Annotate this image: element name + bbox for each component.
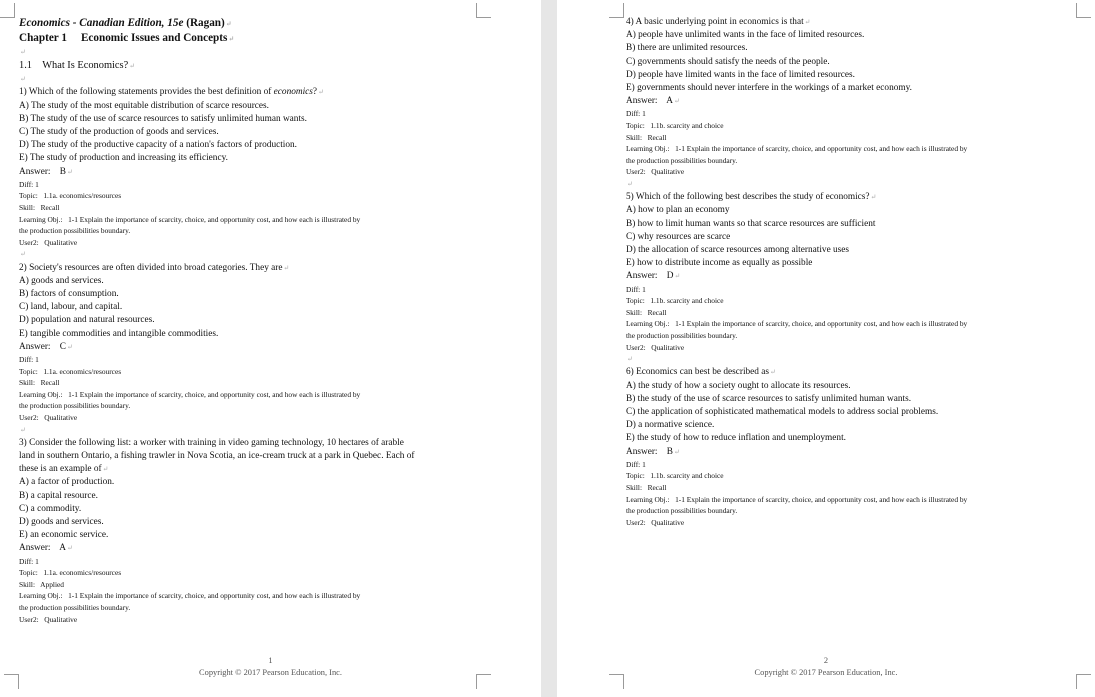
crop-mark: [1076, 3, 1091, 18]
user-field: User2: Qualitative: [626, 517, 685, 527]
crop-mark: [609, 3, 624, 18]
answer-line: Answer: D↵: [626, 271, 681, 282]
user-field: User2: Qualitative: [626, 342, 685, 352]
answer-option: A) the study of how a society ought to allocate its resources.: [626, 380, 851, 391]
answer-option: C) land, labour, and capital.: [19, 302, 123, 313]
difficulty: Diff: 1: [19, 355, 39, 365]
answer-option: D) a normative science.: [626, 420, 715, 431]
skill: Skill: Recall: [626, 307, 667, 317]
question-1: [19, 86, 481, 248]
document-page-1[interactable]: [0, 0, 541, 697]
answer-line: Answer: B↵: [626, 446, 680, 457]
difficulty: Diff: 1: [626, 459, 646, 469]
answer-option: E) how to distribute income as equally as possible: [626, 258, 813, 269]
answer-line: Answer: B↵: [19, 166, 73, 177]
skill: Skill: Recall: [19, 203, 60, 213]
answer-option: D) population and natural resources.: [19, 315, 155, 326]
answer-line: Answer: A↵: [19, 543, 73, 554]
copyright-text: Copyright © 2017 Pearson Education, Inc.: [199, 668, 342, 677]
difficulty: Diff: 1: [19, 179, 39, 189]
section-heading: 1.1 What Is Economics?↵: [19, 60, 136, 72]
answer-option: D) The study of the productive capacity of a nation's factors of production.: [19, 140, 298, 151]
answer-option: D) goods and services.: [19, 517, 104, 527]
question-stem-cont: these is an example of↵: [19, 464, 109, 475]
learning-objective-cont: the production possibilities boundary.: [19, 602, 131, 612]
answer-option: A) goods and services.: [19, 275, 104, 286]
answer-option: E) governments should never interfere in the workings of a market economy.: [626, 83, 912, 94]
answer-option: A) how to plan an economy: [626, 205, 730, 216]
topic: Topic: 1.1b. scarcity and choice: [626, 471, 724, 481]
doc-title: Economics - Canadian Edition, 15e (Ragan)↵: [19, 17, 232, 29]
learning-objective: Learning Obj.: 1-1 Explain the importance of scarcity, choice, and opportunity cost, and how each is illustrated by: [626, 494, 968, 504]
answer-option: A) people have unlimited wants in the face of limited resources.: [626, 30, 865, 41]
learning-objective-cont: the production possibilities boundary.: [626, 506, 738, 516]
answer-option: A) a factor of production.: [19, 477, 115, 488]
empty-paragraph: ↵: [20, 75, 26, 84]
difficulty: Diff: 1: [19, 556, 39, 566]
learning-objective: Learning Obj.: 1-1 Explain the importance of scarcity, choice, and opportunity cost, and how each is illustrated by: [19, 591, 361, 601]
answer-option: E) tangible commodities and intangible commodities.: [19, 328, 219, 339]
answer-option: C) The study of the production of goods and services.: [19, 127, 219, 138]
question-stem: 3) Consider the following list: a worker with training in video gaming technology, 10 hectares of arable: [19, 437, 404, 448]
answer-option: A) The study of the most equitable distribution of scarce resources.: [19, 100, 270, 111]
question-stem: 4) A basic underlying point in economics is that↵: [626, 17, 811, 27]
answer-option: E) the study of how to reduce inflation and unemployment.: [626, 433, 846, 444]
answer-option: B) how to limit human wants so that scarce resources are sufficient: [626, 218, 876, 229]
topic: Topic: 1.1b. scarcity and choice: [626, 296, 724, 306]
skill: Skill: Recall: [626, 132, 667, 142]
difficulty: Diff: 1: [626, 109, 646, 119]
answer-option: C) governments should satisfy the needs of the people.: [626, 56, 830, 67]
question-4: [626, 16, 1076, 178]
answer-option: C) why resources are scarce: [626, 231, 731, 242]
empty-paragraph: ↵: [627, 355, 633, 364]
question-stem: 5) Which of the following best describes the study of economics?↵: [626, 192, 877, 203]
topic: Topic: 1.1a. economics/resources: [19, 191, 122, 201]
skill: Skill: Recall: [19, 378, 60, 388]
topic: Topic: 1.1b. scarcity and choice: [626, 121, 724, 131]
question-stem: 6) Economics can best be described as↵: [626, 367, 776, 378]
answer-line: Answer: C↵: [19, 341, 73, 352]
user-field: User2: Qualitative: [19, 614, 78, 624]
page-number: 1: [268, 656, 273, 665]
answer-option: B) the study of the use of scarce resources to satisfy unlimited human wants.: [626, 393, 912, 404]
topic: Topic: 1.1a. economics/resources: [19, 568, 122, 578]
learning-objective-cont: the production possibilities boundary.: [626, 155, 738, 165]
answer-option: B) factors of consumption.: [19, 289, 119, 299]
empty-paragraph: ↵: [627, 179, 633, 188]
user-field: User2: Qualitative: [626, 167, 685, 177]
learning-objective: Learning Obj.: 1-1 Explain the importance of scarcity, choice, and opportunity cost, and how each is illustrated by: [626, 144, 968, 154]
empty-paragraph: ↵: [20, 48, 26, 56]
answer-option: E) The study of production and increasing its efficiency.: [19, 153, 228, 164]
learning-objective: Learning Obj.: 1-1 Explain the importance of scarcity, choice, and opportunity cost, and how each is illustrated by: [19, 214, 361, 224]
question-6: [626, 366, 1076, 528]
learning-objective: Learning Obj.: 1-1 Explain the importance of scarcity, choice, and opportunity cost, and how each is illustrated by: [19, 389, 361, 399]
answer-option: D) the allocation of scarce resources among alternative uses: [626, 245, 850, 255]
user-field: User2: Qualitative: [19, 412, 78, 422]
topic: Topic: 1.1a. economics/resources: [19, 366, 122, 376]
document-page-2[interactable]: [557, 0, 1095, 697]
skill: Skill: Applied: [19, 579, 64, 589]
crop-mark: [0, 3, 15, 18]
learning-objective-cont: the production possibilities boundary.: [19, 401, 131, 411]
question-stem-cont: land in southern Ontario, a fishing trawler in Nova Scotia, an ice-cream truck at a park in Quebec. Each of: [19, 450, 415, 461]
chapter-heading: Chapter 1 Economic Issues and Concepts↵: [19, 32, 235, 44]
answer-option: E) an economic service.: [19, 530, 109, 541]
question-stem: 1) Which of the following statements provides the best definition of economics?↵: [19, 87, 324, 98]
answer-option: C) a commodity.: [19, 503, 82, 514]
page-footer: [0, 655, 541, 679]
page-2-body[interactable]: [626, 16, 1076, 528]
answer-option: B) The study of the use of scarce resources to satisfy unlimited human wants.: [19, 113, 307, 124]
question-3: [19, 437, 481, 625]
question-2: [19, 262, 481, 424]
skill: Skill: Recall: [626, 482, 667, 492]
empty-paragraph: ↵: [20, 425, 26, 434]
learning-objective: Learning Obj.: 1-1 Explain the importance of scarcity, choice, and opportunity cost, and how each is illustrated by: [626, 319, 968, 329]
user-field: User2: Qualitative: [19, 237, 78, 247]
answer-option: D) people have limited wants in the face of limited resources.: [626, 69, 855, 80]
answer-option: B) there are unlimited resources.: [626, 43, 748, 54]
answer-line: Answer: A↵: [626, 96, 680, 107]
answer-option: B) a capital resource.: [19, 490, 98, 501]
difficulty: Diff: 1: [626, 284, 646, 294]
learning-objective-cont: the production possibilities boundary.: [19, 226, 131, 236]
copyright-text: Copyright © 2017 Pearson Education, Inc.: [754, 668, 898, 677]
page-gutter: [541, 0, 557, 697]
learning-objective-cont: the production possibilities boundary.: [626, 330, 738, 340]
page-number: 2: [823, 656, 829, 665]
question-stem: 2) Society's resources are often divided into broad categories. They are↵: [19, 262, 290, 273]
question-5: [626, 191, 1076, 353]
page-1-body[interactable]: [19, 16, 481, 625]
empty-paragraph: ↵: [20, 250, 26, 259]
answer-option: C) the application of sophisticated mathematical models to address social problems.: [626, 406, 939, 417]
page-footer: [557, 655, 1095, 679]
